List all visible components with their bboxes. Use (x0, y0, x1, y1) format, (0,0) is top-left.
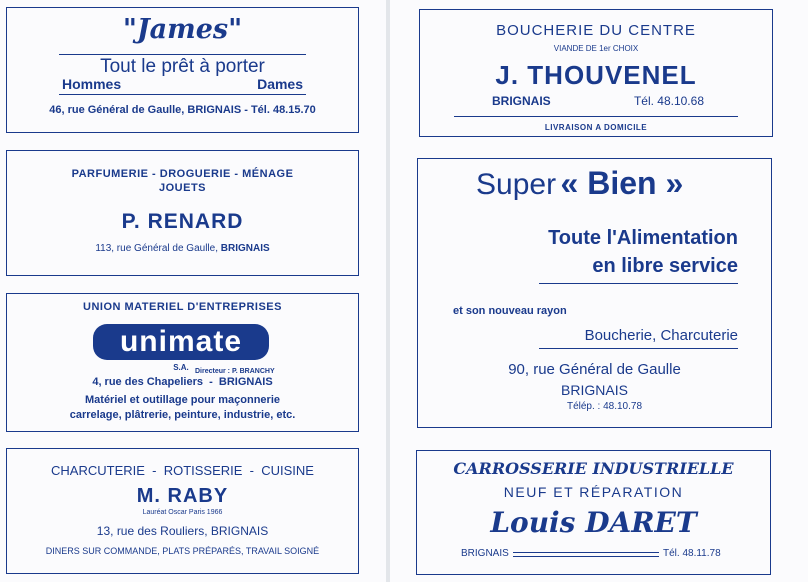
bien-brand: « Bien » (560, 165, 684, 201)
bien-phone: Télép. : 48.10.78 (566, 401, 643, 412)
thouvenel-sub: VIANDE DE 1er CHOIX (553, 44, 639, 53)
raby-services: DINERS SUR COMMANDE, PLATS PRÉPARÉS, TRAVAIL SOIGNÉ (45, 546, 320, 556)
renard-address-prefix: 113, rue Général de Gaulle, (95, 243, 218, 254)
daret-sub: NEUF ET RÉPARATION (503, 484, 684, 500)
unimate-heading: UNION MATERIEL D'ENTREPRISES (83, 301, 282, 313)
thouvenel-delivery: LIVRAISON A DOMICILE (544, 123, 648, 132)
thouvenel-name: J. THOUVENEL (495, 60, 697, 90)
ad-daret (416, 450, 771, 575)
james-address: 46, rue Général de Gaulle, BRIGNAIS - Tél. 48.15.70 (49, 104, 316, 116)
unimate-desc2: carrelage, plâtrerie, peinture, industrie, etc. (69, 409, 296, 421)
james-rule (59, 54, 306, 55)
unimate-logo-suffix: S.A. (173, 363, 189, 372)
bien-title (476, 165, 683, 202)
thouvenel-phone: Tél. 48.10.68 (633, 94, 704, 108)
bien-rule-2 (539, 348, 738, 349)
thouvenel-heading: BOUCHERIE DU CENTRE (496, 22, 696, 39)
unimate-desc1: Matériel et outillage pour maçonnerie (85, 394, 280, 406)
unimate-address: 4, rue des Chapeliers - BRIGNAIS (92, 376, 273, 388)
bien-super: Super (476, 168, 557, 201)
bien-town: BRIGNAIS (561, 382, 628, 398)
renard-line2: JOUETS (158, 182, 206, 194)
thouvenel-town: BRIGNAIS (492, 94, 551, 108)
thouvenel-rule (454, 116, 738, 117)
unimate-logo-text: unimate (119, 325, 243, 358)
james-men: Hommes (62, 76, 122, 92)
james-name: "James" (122, 14, 243, 45)
renard-town: BRIGNAIS (220, 243, 270, 254)
bien-rayon: Boucherie, Charcuterie (584, 327, 738, 344)
james-slogan: Tout le prêt à porter (100, 56, 265, 77)
ad-james (6, 7, 359, 133)
daret-town: BRIGNAIS (461, 548, 509, 559)
james-rule-2 (59, 94, 306, 95)
daret-phone: Tél. 48.11.78 (663, 548, 721, 559)
ad-renard (6, 150, 359, 276)
daret-heading: CARROSSERIE INDUSTRIELLE (453, 459, 734, 478)
bien-address: 90, rue Général de Gaulle (508, 361, 681, 378)
renard-address (7, 243, 358, 254)
renard-line1: PARFUMERIE - DROGUERIE - MÉNAGE (71, 168, 294, 180)
ad-thouvenel (419, 9, 773, 137)
raby-name: M. RABY (136, 485, 229, 507)
bien-line1: Toute l'Alimentation (548, 227, 738, 249)
ad-raby (6, 448, 359, 574)
raby-line1: CHARCUTERIE - ROTISSERIE - CUISINE (51, 463, 314, 478)
james-women: Dames (257, 76, 303, 92)
unimate-director: Directeur : P. BRANCHY (195, 368, 275, 375)
raby-award: Lauréat Oscar Paris 1966 (142, 509, 223, 516)
ad-super-bien (417, 158, 772, 428)
ad-unimate (6, 293, 359, 432)
raby-address: 13, rue des Rouliers, BRIGNAIS (96, 524, 269, 538)
daret-double-rule (513, 552, 659, 557)
daret-name: Louis DARET (490, 506, 697, 539)
renard-name: P. RENARD (121, 210, 244, 233)
bien-rule (539, 283, 738, 284)
bien-line2: en libre service (592, 255, 738, 277)
bien-new-rayon: et son nouveau rayon (453, 305, 567, 317)
